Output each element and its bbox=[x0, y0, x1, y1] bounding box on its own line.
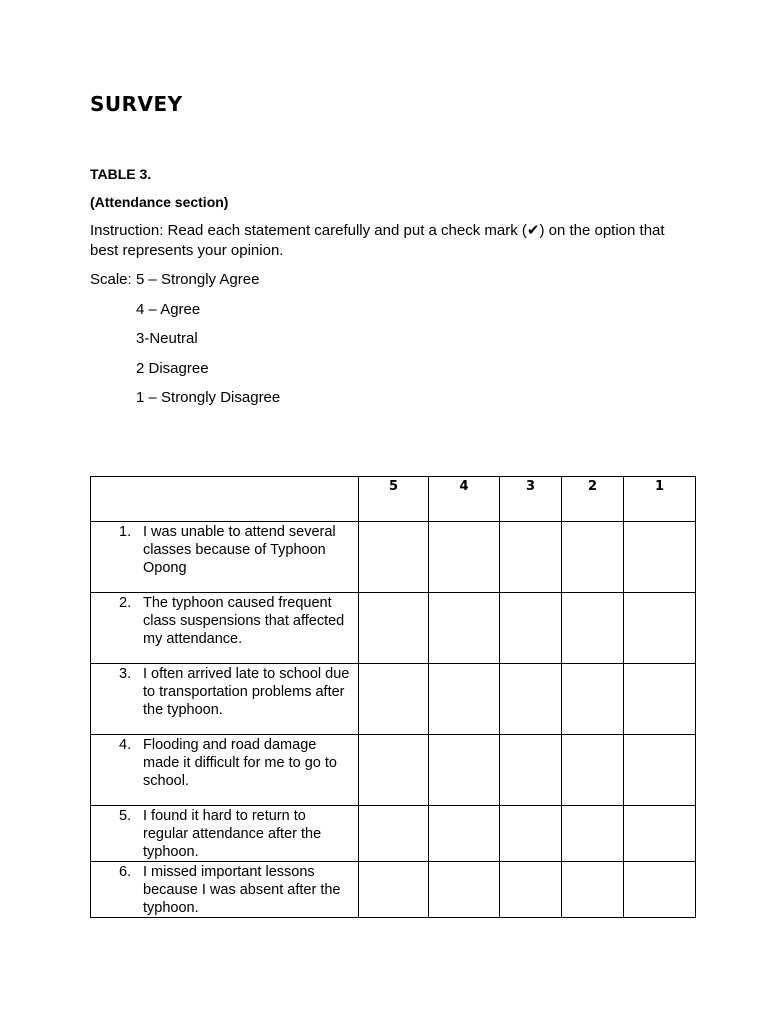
statement-number: 2. bbox=[119, 595, 132, 611]
scale-row bbox=[90, 270, 280, 300]
rating-cell-4[interactable] bbox=[429, 806, 500, 862]
statement-text: I often arrived late to school due to transportation problems after the typhoon. bbox=[143, 666, 350, 718]
section-label: (Attendance section) bbox=[90, 194, 229, 210]
rating-cell-1[interactable] bbox=[624, 664, 696, 735]
rating-cell-2[interactable] bbox=[562, 862, 624, 918]
statement-number: 1. bbox=[119, 524, 132, 540]
column-header-3: 3 bbox=[500, 477, 562, 522]
scale-item: 3-Neutral bbox=[136, 330, 198, 347]
rating-cell-2[interactable] bbox=[562, 806, 624, 862]
statement-number: 5. bbox=[119, 808, 132, 824]
column-header-4: 4 bbox=[429, 477, 500, 522]
rating-cell-1[interactable] bbox=[624, 862, 696, 918]
rating-cell-3[interactable] bbox=[500, 735, 562, 806]
rating-cell-5[interactable] bbox=[359, 664, 429, 735]
scale-row bbox=[90, 388, 280, 418]
statement-text: I missed important lessons because I was absent after the typhoon. bbox=[143, 864, 341, 916]
statement-number: 4. bbox=[119, 737, 132, 753]
rating-cell-5[interactable] bbox=[359, 593, 429, 664]
statement-number: 6. bbox=[119, 864, 132, 880]
instruction-text: Instruction: Read each statement carefully and put a check mark (✔) on the option that best represents your opinion. bbox=[90, 222, 665, 259]
statement-text: I was unable to attend several classes because of Typhoon Opong bbox=[143, 524, 336, 576]
statement-text: Flooding and road damage made it difficult for me to go to school. bbox=[143, 737, 337, 789]
rating-cell-2[interactable] bbox=[562, 593, 624, 664]
rating-cell-3[interactable] bbox=[500, 522, 562, 593]
rating-cell-3[interactable] bbox=[500, 593, 562, 664]
rating-cell-1[interactable] bbox=[624, 522, 696, 593]
table-row bbox=[91, 664, 696, 735]
table-row bbox=[91, 593, 696, 664]
survey-table bbox=[90, 476, 696, 918]
column-header-1: 1 bbox=[624, 477, 696, 522]
scale-row bbox=[90, 300, 280, 330]
rating-cell-1[interactable] bbox=[624, 735, 696, 806]
rating-cell-4[interactable] bbox=[429, 664, 500, 735]
rating-cell-4[interactable] bbox=[429, 593, 500, 664]
table-row bbox=[91, 862, 696, 918]
table-row bbox=[91, 806, 696, 862]
rating-cell-5[interactable] bbox=[359, 735, 429, 806]
rating-cell-1[interactable] bbox=[624, 593, 696, 664]
rating-cell-3[interactable] bbox=[500, 664, 562, 735]
scale-item: 1 – Strongly Disagree bbox=[136, 389, 281, 406]
column-header-5: 5 bbox=[359, 477, 429, 522]
rating-cell-5[interactable] bbox=[359, 806, 429, 862]
rating-scale bbox=[90, 270, 280, 418]
rating-cell-4[interactable] bbox=[429, 862, 500, 918]
scale-row bbox=[90, 329, 280, 359]
table-row bbox=[91, 735, 696, 806]
scale-item: 2 Disagree bbox=[136, 359, 209, 377]
statement-cell bbox=[91, 522, 359, 593]
statement-cell bbox=[91, 735, 359, 806]
scale-prefix: Scale: bbox=[90, 271, 132, 288]
rating-cell-5[interactable] bbox=[359, 522, 429, 593]
column-header-2: 2 bbox=[562, 477, 624, 522]
scale-item: 4 – Agree bbox=[136, 300, 201, 318]
rating-cell-4[interactable] bbox=[429, 735, 500, 806]
rating-cell-5[interactable] bbox=[359, 862, 429, 918]
statement-cell bbox=[91, 664, 359, 735]
table-header-row bbox=[91, 477, 696, 522]
scale-row bbox=[90, 359, 280, 389]
page-title: SURVEY bbox=[90, 92, 183, 116]
scale-item: 5 – Strongly Agree bbox=[136, 271, 260, 288]
rating-cell-1[interactable] bbox=[624, 806, 696, 862]
rating-cell-2[interactable] bbox=[562, 664, 624, 735]
statement-cell bbox=[91, 862, 359, 918]
rating-cell-2[interactable] bbox=[562, 522, 624, 593]
table-label: TABLE 3. bbox=[90, 166, 152, 182]
header-blank-cell bbox=[91, 477, 359, 522]
rating-cell-3[interactable] bbox=[500, 862, 562, 918]
table-row bbox=[91, 522, 696, 593]
rating-cell-3[interactable] bbox=[500, 806, 562, 862]
statement-cell bbox=[91, 593, 359, 664]
statement-number: 3. bbox=[119, 666, 132, 682]
rating-cell-2[interactable] bbox=[562, 735, 624, 806]
statement-text: The typhoon caused frequent class suspensions that affected my attendance. bbox=[143, 595, 345, 647]
statement-cell bbox=[91, 806, 359, 862]
rating-cell-4[interactable] bbox=[429, 522, 500, 593]
statement-text: I found it hard to return to regular attendance after the typhoon. bbox=[143, 808, 322, 860]
